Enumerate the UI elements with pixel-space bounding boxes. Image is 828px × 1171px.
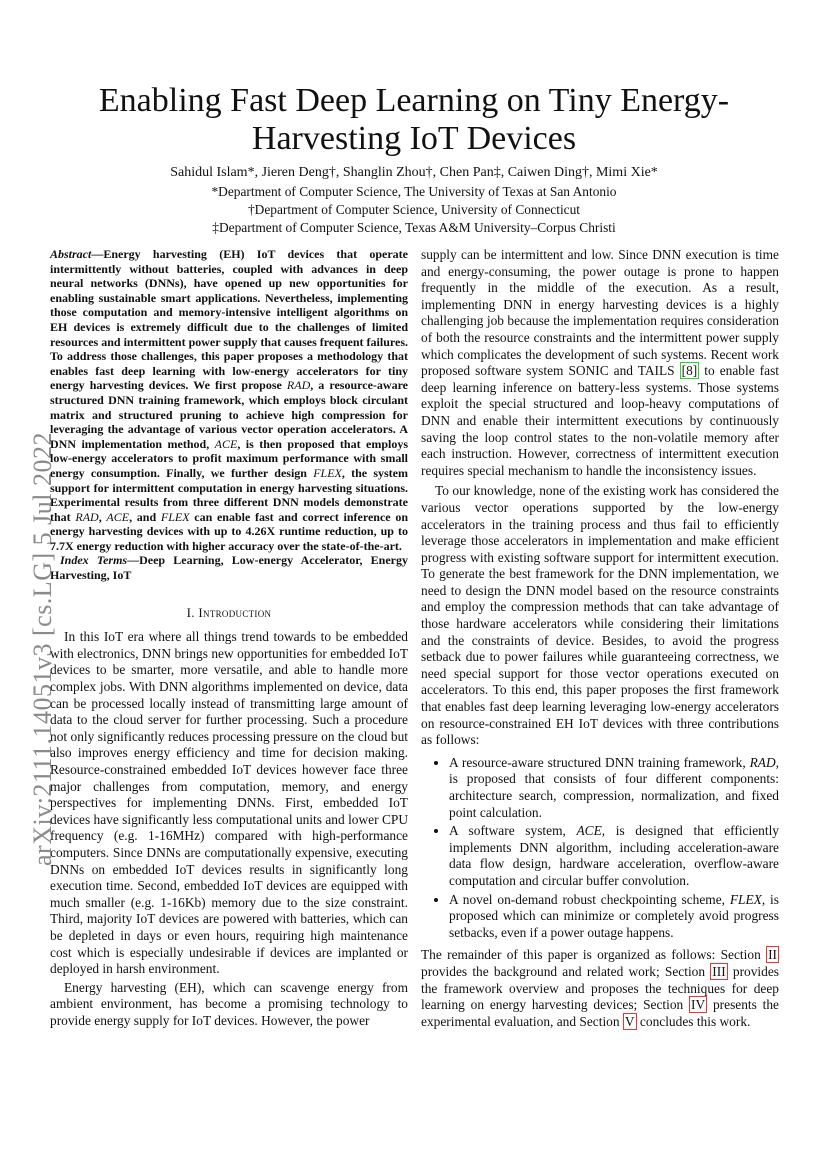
section-link-iv[interactable]: IV [691,997,706,1013]
affiliation-1: *Department of Computer Science, The University of Texas at San Antonio [211,184,617,199]
author-list: Sahidul Islam*, Jieren Deng†, Shanglin Zhou†, Chen Pan‡, Caiwen Ding†, Mimi Xie* [170,165,658,180]
affiliation-2: †Department of Computer Science, University of Connecticut [247,202,581,217]
abstract: Abstract—Energy harvesting (EH) IoT devices that operate intermittently without batteries, coupled with advances in deep neural networks (DNNs), have opened up new opportunities for enabling sustainable smart applications. Nevertheless, implementing those computation and memory-intensive intelligent algorithms on EH devices is extremely difficult due to the challenges of limited resources and intermittent power supply that causes frequent failures. To address those challenges, this paper proposes a methodology that enables fast deep learning with low-energy accelerators for tiny energy harvesting devices. We first propose RAD, a resource-aware structured DNN training framework, which employs block circulant matrix and structured pruning to achieve high compression for leveraging the advantage of various vector operation accelerators. A DNN implementation method, ACE, is then proposed that employs low-energy accelerators to profit maximum performance with small energy consumption. Finally, we further design FLEX, the system support for intermittent computation in energy harvesting situations. Experimental results from three different DNN models demonstrate that RAD, ACE, and FLEX can enable fast and correct inference on energy harvesting devices with up to 4.26X runtime reduction, up to 7.7X energy reduction with higher accuracy over the state-of-the-art. [50,247,409,553]
ace-term: ACE [214,436,238,451]
list-item: • A software system, ACE, is designed that efficiently implements DNN algorithm, including acceleration-aware data flow design, hardware acceleration, overflow-aware computation and circular buffer convolution. [449,823,779,889]
contribution-list [421,755,779,942]
list-item: • A novel on-demand robust checkpointing scheme, FLEX, is proposed which can minimize or completely avoid progress setbacks, even if a power outage happens. [449,892,779,942]
right-column [421,247,779,1032]
citation-link-8[interactable]: [8] [681,363,698,379]
section-heading-introduction: I. Introduction [186,604,272,620]
abstract-label: Abstract [50,247,92,261]
section-link-iii[interactable]: III [712,963,726,979]
affiliation-3: ‡Department of Computer Science, Texas A&M University–Corpus Christi [212,220,616,235]
intro-paragraph-3: supply can be intermittent and low. Since DNN execution is time and energy-consuming, the power outage is prone to happen frequently in the middle of the execution. As a result, implementing DNN in energy harvesting devices is a highly challenging job because the implementation requires consideration of both the resource constraints and the intermittent power supply which complicates the development of such systems. Recent work proposed software system SONIC and TAILS [8] to enable fast deep learning inference on battery-less systems. Those systems exploit the special structured and loop-heavy computations of DNN and enable their intermittent executions by continuously saving the loop control states to the non-volatile memory after each instruction. However, correctness of intermittent execution requires special mechanism to handle the inconsistency issues. [421,247,780,478]
intro-paragraph-2: Energy harvesting (EH), which can scavenge energy from ambient environment, has become a promising technology to provide energy supply for IoT devices. However, the power [50,979,408,1028]
intro-paragraph-4: To our knowledge, none of the existing work has considered the various vector operations supported by the low-energy accelerators in the training process and thus fail to efficiently leverage those accelerators in implementation and make efficient progress with existing software support for intermittent execution. To generate the best framework for the DNN implementation, we need to design the DNN model based on the resource constraints and employ the compression methods that can take advantage of those hardware accelerators while considering their limitations and the constraints of device. Besides, to avoid the progress setback due to power failures while guaranteeing correctness, we need special support for those vector operations executed on accelerators. To this end, this paper proposes the first framework that enables fast deep learning leveraging low-energy accelerators on resource-constrained EH IoT devices with three contributions as follows: [421,483,779,748]
left-column [50,247,408,1032]
section-link-v[interactable]: V [624,1013,635,1029]
flex-term: FLEX [313,465,342,480]
paper-title: Enabling Fast Deep Learning on Tiny Energy-Harvesting IoT Devices [98,82,730,157]
organization-paragraph: The remainder of this paper is organized as follows: Section II provides the background and related work; Section III provides the framework overview and proposes the techniques for deep learning on energy harvesting devices; Section IV presents the experimental evaluation, and Section V concludes this work. [421,947,779,1029]
arxiv-stamp: arXiv:2111.14051v3 [cs.LG] 5 Jul 2022 [28,432,57,866]
intro-paragraph-1: In this IoT era where all things trend towards to be embedded with electronics, DNN brings new opportunities for embedded IoT devices to be smarter, more versatile, and able to handle more complex jobs. With DNN algorithms implemented on device, data can be processed locally instead of transmitting large amount of data to the cloud server for further processing. Such a procedure not only significantly reduces processing pressure on the cloud but also improves energy efficiency and time for decision making. Resource-constrained embedded IoT devices however face three major challenges from computation, memory, and energy perspectives for implementing DNNs. First, embedded IoT devices have significantly less computational units and lower CPU frequency (e.g. 1-16MHz) compared with high-performance computers. Since DNNs are computationally expensive, executing DNNs on embedded IoT devices results in significantly long execution time. Second, embedded IoT devices are equipped with much smaller (e.g. 1-16Kb) memory due to the size constraint. Third, majority IoT devices are powered with batteries, which can be depleted in days or even hours, requiring high maintenance cost which is especially undesirable if devices are implanted or deployed in harsh environment. [50,629,408,977]
rad-term: RAD [286,378,311,393]
list-item: • A resource-aware structured DNN training framework, RAD, is proposed that consists of four different components: architecture search, compression, normalization, and fixed point calculation. [449,755,779,821]
index-terms: Index Terms—Deep Learning, Low-energy Accelerator, Energy Harvesting, IoT [50,553,408,583]
section-link-ii[interactable]: II [768,947,777,963]
